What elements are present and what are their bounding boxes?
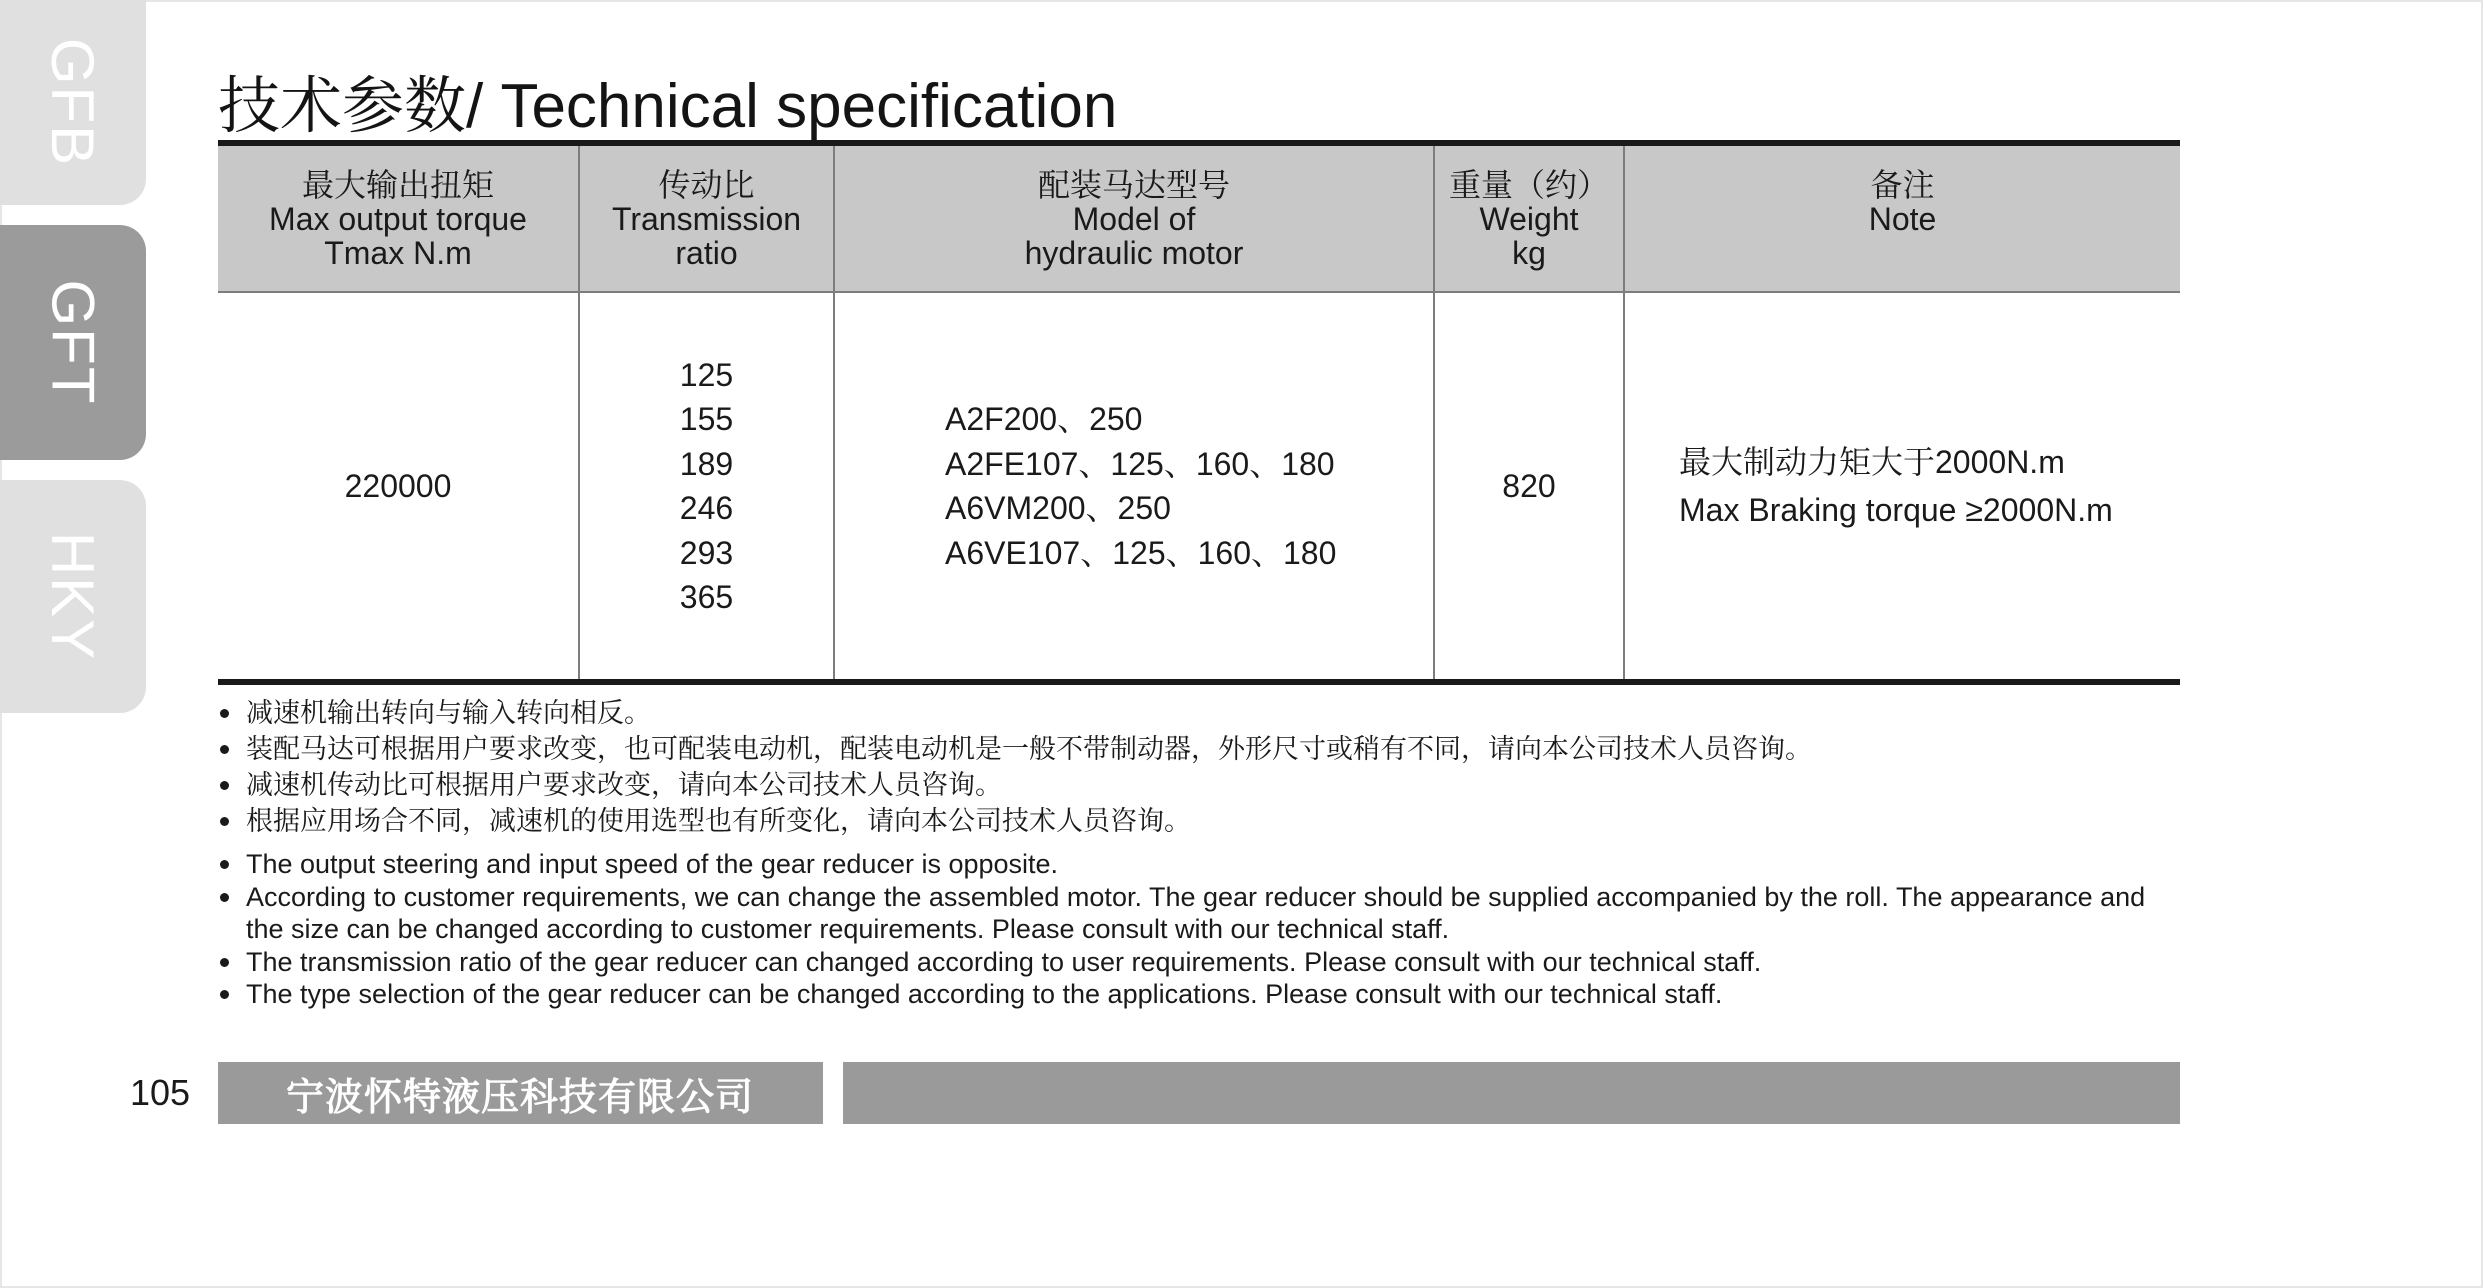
ratio-value: 125: [679, 356, 734, 393]
page-title: 技术参数/ Technical specification: [218, 72, 1118, 141]
motor-model: A2FE107、125、160、180: [945, 445, 1335, 482]
motor-model: A6VM200、250: [945, 490, 1171, 526]
header-en: Transmission: [611, 201, 802, 237]
cell-ratios: [580, 293, 835, 679]
header-note: [1625, 146, 2180, 291]
list-item: 根据应用场合不同，减速机的使用选型也有所变化，请向本公司技术人员咨询。: [218, 803, 2180, 839]
cell-motors: [835, 293, 1435, 679]
weight-value: 820: [1502, 467, 1556, 504]
list-item: 减速机输出转向与输入转向相反。: [218, 695, 2180, 731]
footer-company-name: 宁波怀特液压科技有限公司: [218, 1062, 823, 1124]
header-weight: [1435, 146, 1625, 291]
page-number: 105: [130, 1072, 191, 1113]
ratio-value: 293: [679, 534, 734, 571]
header-en: hydraulic motor: [1024, 235, 1244, 271]
ratio-value: 246: [679, 490, 734, 526]
notes-english: [218, 848, 2180, 1011]
header-cn: 最大输出扭矩: [301, 167, 494, 203]
header-en: Note: [1868, 201, 1937, 237]
footer-bar: [843, 1062, 2180, 1124]
header-en: ratio: [675, 235, 738, 271]
header-cn: 配装马达型号: [1037, 167, 1230, 203]
motor-model: A2F200、250: [945, 401, 1143, 437]
cell-weight: [1435, 293, 1625, 679]
header-cn: 备注: [1870, 167, 1935, 203]
cell-note: [1625, 293, 2180, 679]
header-en: kg: [1512, 235, 1546, 271]
ratio-value: 365: [679, 579, 734, 615]
list-item: The type selection of the gear reducer can be changed according to the applications. Please consult with our technical staff.: [218, 978, 2180, 1011]
side-tab-hky[interactable]: [0, 480, 146, 713]
ratio-value: 155: [679, 401, 734, 437]
list-item: 装配马达可根据用户要求改变，也可配装电动机，配装电动机是一般不带制动器，外形尺寸或稍有不同，请向本公司技术人员咨询。: [218, 731, 2180, 767]
header-cn: 重量（约）: [1448, 167, 1609, 203]
torque-value: 220000: [344, 467, 452, 504]
ratio-value: 189: [679, 445, 734, 482]
side-tab-gft[interactable]: [0, 225, 146, 460]
header-en: Weight: [1479, 201, 1579, 237]
spec-table: [218, 140, 2180, 685]
side-tab-label: GFB: [39, 37, 107, 168]
list-item: The output steering and input speed of the gear reducer is opposite.: [218, 848, 2180, 881]
notes-chinese: [218, 695, 2180, 839]
table-row: [218, 293, 2180, 679]
table-header-row: [218, 146, 2180, 293]
header-torque: [218, 146, 580, 291]
list-item: 减速机传动比可根据用户要求改变，请向本公司技术人员咨询。: [218, 767, 2180, 803]
list-item: According to customer requirements, we can change the assembled motor. The gear reducer should be supplied accompanied by the roll. The appearance and the size can be changed according to customer requirements. Please consult with our technical staff.: [218, 881, 2180, 946]
cell-torque: [218, 293, 580, 679]
header-en: Max output torque: [269, 201, 527, 237]
header-en: Model of: [1072, 201, 1196, 237]
note-cn: 最大制动力矩大于2000N.m: [1679, 444, 2065, 480]
side-tab-label: GFT: [39, 279, 107, 406]
header-en: Tmax N.m: [324, 235, 472, 271]
header-motor: [835, 146, 1435, 291]
side-tab-gfb[interactable]: [0, 0, 146, 205]
side-tab-label: HKY: [39, 531, 107, 662]
note-en: Max Braking torque ≥2000N.m: [1679, 492, 2113, 528]
header-cn: 传动比: [658, 167, 755, 203]
list-item: The transmission ratio of the gear reducer can changed according to user requirements. Please consult with our technical staff.: [218, 946, 2180, 979]
motor-model: A6VE107、125、160、180: [945, 534, 1337, 571]
header-ratio: [580, 146, 835, 291]
